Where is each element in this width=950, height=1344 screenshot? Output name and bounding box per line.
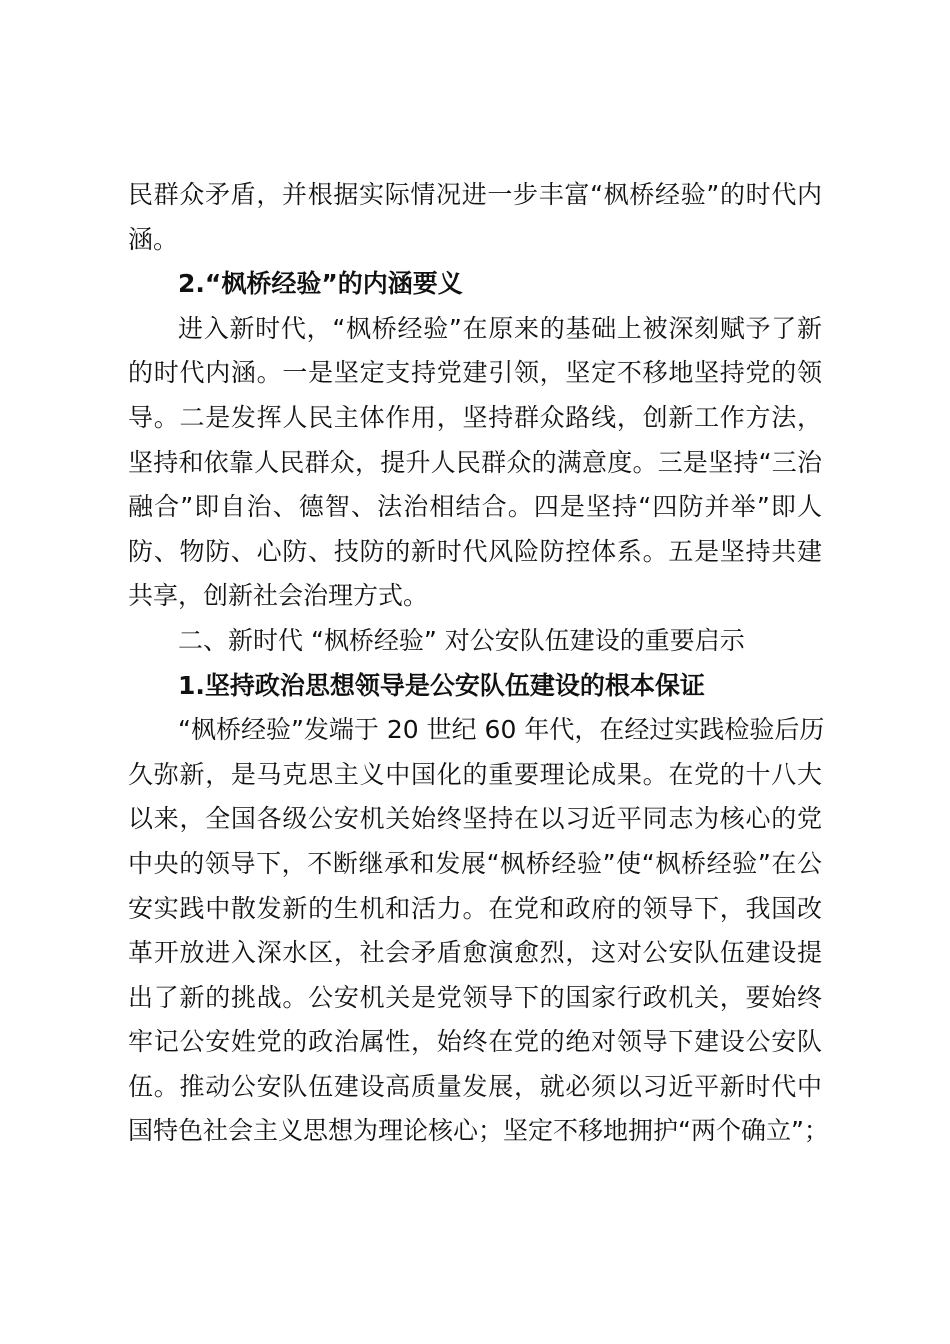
text-line: 共享，创新社会治理方式。 [128,581,429,611]
text-line: 进入新时代，“枫桥经验”在原来的基础上被深刻赋予了新 [178,313,822,343]
text-line: 久弥新，是马克思主义中国化的重要理论成果。在党的十八大 [128,759,822,789]
text-line: 中央的领导下，不断继承和发展“枫桥经验”使“枫桥经验”在公 [128,848,822,878]
text-line: “枫桥经验”发端于 20 世纪 60 年代，在经过实践检验后历 [178,715,825,745]
text-line: 坚持和依靠人民群众，提升人民群众的满意度。三是坚持“三治 [128,447,822,477]
text-line: 二、新时代 “枫桥经验” 对公安队伍建设的重要启示 [178,625,745,655]
paragraph [128,173,822,262]
text-line: 的时代内涵。一是坚定支持党建引领，坚定不移地坚持党的领 [128,358,822,388]
text-line: 防、物防、心防、技防的新时代风险防控体系。五是坚持共建 [128,536,822,566]
text-line: 导。二是发挥人民主体作用，坚持群众路线，创新工作方法， [128,402,822,432]
text-line: 以来，全国各级公安机关始终坚持在以习近平同志为核心的党 [128,804,822,834]
text-line: 1.坚持政治思想领导是公安队伍建设的根本保证 [178,670,705,700]
document-body [128,173,829,1154]
paragraph [128,708,829,1154]
text-line: 国特色社会主义思想为理论核心；坚定不移地拥护“两个确立”； [128,1116,829,1146]
text-line: 安实践中散发新的生机和活力。在党和政府的领导下，我国改 [128,893,822,923]
subheading [128,664,822,709]
text-line: 出了新的挑战。公安机关是党领导下的国家行政机关，要始终 [128,982,822,1012]
text-line: 伍。推动公安队伍建设高质量发展，就必须以习近平新时代中 [128,1071,822,1101]
text-line: 革开放进入深水区，社会矛盾愈演愈烈，这对公安队伍建设提 [128,938,822,968]
paragraph [128,307,822,619]
text-line: 牢记公安姓党的政治属性，始终在党的绝对领导下建设公安队 [128,1027,822,1057]
text-line: 涵。 [128,224,179,254]
section-heading [128,619,822,664]
text-line: 民群众矛盾，并根据实际情况进一步丰富“枫桥经验”的时代内 [128,180,822,209]
subheading [128,262,822,307]
text-line: 2.“枫桥经验”的内涵要义 [178,269,463,299]
text-line: 融合”即自治、德智、法治相结合。四是坚持“四防并举”即人 [128,492,822,522]
